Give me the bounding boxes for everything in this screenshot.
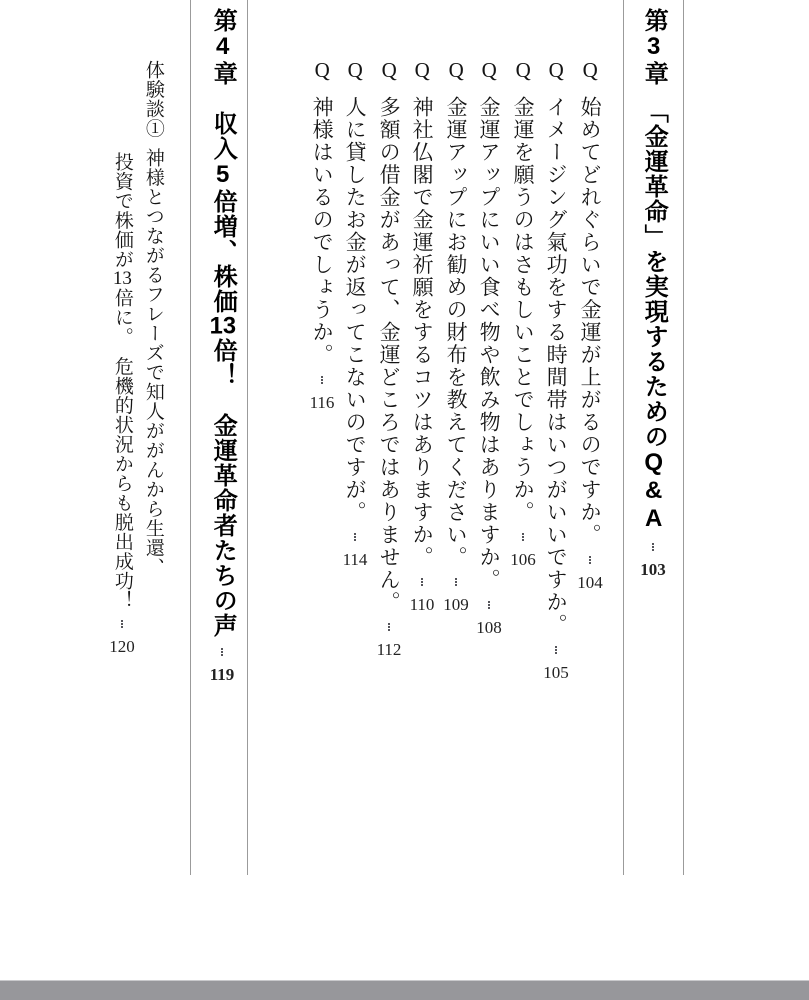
qa-item-column — [506, 58, 540, 875]
dotted-leader — [388, 623, 390, 631]
column-divider — [247, 0, 248, 875]
dotted-leader — [488, 601, 490, 609]
chapter4-title: 第4章 収入5倍増、株価13倍！ 金運革命者たちの声 — [209, 8, 237, 638]
qa-question-text: イメージング氣功をする時間帯はいつがいいですか。 — [544, 95, 569, 636]
testimonial-column-2 — [103, 152, 141, 875]
page-number: 110 — [409, 595, 435, 614]
page-number: 105 — [543, 662, 569, 682]
qa-item-column — [338, 58, 372, 875]
q-label: Q — [377, 58, 402, 84]
qa-item-column — [405, 58, 439, 875]
q-label: Q — [578, 58, 603, 84]
dotted-leader — [555, 646, 557, 654]
qa-item-column — [305, 58, 339, 875]
chapter3-title-column — [632, 8, 674, 875]
page-number: 109 — [443, 595, 469, 614]
qa-question-text: 金運アップにいい食べ物や飲み物はありますか。 — [477, 95, 502, 591]
chapter4-title-column — [201, 8, 243, 875]
page-number: 108 — [476, 617, 502, 637]
dotted-leader — [589, 556, 591, 564]
qa-item-column — [372, 58, 406, 875]
qa-question-text: 神社仏閣で金運祈願をするコツはありますか。 — [410, 95, 435, 568]
q-label: Q — [310, 58, 335, 84]
page-number: 103 — [640, 560, 666, 579]
q-label: Q — [511, 58, 536, 84]
chapter3-title: 第3章 「金運革命」を実現するためのQ&A — [640, 8, 668, 533]
dotted-leader — [421, 578, 423, 586]
qa-item-column — [439, 58, 473, 875]
qa-item-column — [573, 58, 607, 875]
dotted-leader — [121, 620, 123, 628]
column-divider — [683, 0, 684, 875]
q-label: Q — [544, 58, 569, 84]
dotted-leader — [221, 648, 223, 656]
footer-bar — [0, 980, 809, 1000]
qa-question-text: 金運アップにお勧めの財布を教えてください。 — [444, 95, 469, 568]
page-number: 114 — [342, 550, 368, 569]
dotted-leader — [321, 376, 323, 384]
q-label: Q — [343, 58, 368, 84]
testimonial-label: 体験談① — [142, 60, 164, 138]
q-label: Q — [444, 58, 469, 84]
page-number: 120 — [109, 637, 135, 656]
page-number: 112 — [376, 640, 402, 659]
qa-question-text: 金運を願うのはさもしいことでしょうか。 — [511, 95, 536, 523]
dotted-leader — [354, 533, 356, 541]
page-number: 106 — [510, 550, 536, 569]
page-number: 116 — [309, 392, 335, 412]
dotted-leader — [652, 543, 654, 551]
qa-question-text: 多額の借金があって、金運どころではありません。 — [377, 95, 402, 613]
dotted-leader — [455, 578, 457, 586]
column-divider — [623, 0, 624, 875]
testimonial-text-line2: 投資で株価が13倍に。 危機的状況からも脱出成功！ — [111, 152, 133, 610]
qa-item-column — [472, 58, 506, 875]
qa-question-text: 始めてどれぐらいで金運が上がるのですか。 — [578, 95, 603, 546]
qa-question-text: 人に貸したお金が返ってこないのですが。 — [343, 95, 368, 523]
page-number: 119 — [209, 665, 235, 684]
qa-question-text: 神様はいるのでしょうか。 — [310, 95, 335, 366]
column-divider — [190, 0, 191, 875]
q-label: Q — [410, 58, 435, 84]
page-number: 104 — [577, 572, 603, 592]
dotted-leader — [522, 533, 524, 541]
testimonial-text-line1: 神様とつながるフレーズで知人ががんから生還、 — [142, 148, 164, 577]
q-label: Q — [477, 58, 502, 84]
qa-item-column — [539, 58, 573, 875]
